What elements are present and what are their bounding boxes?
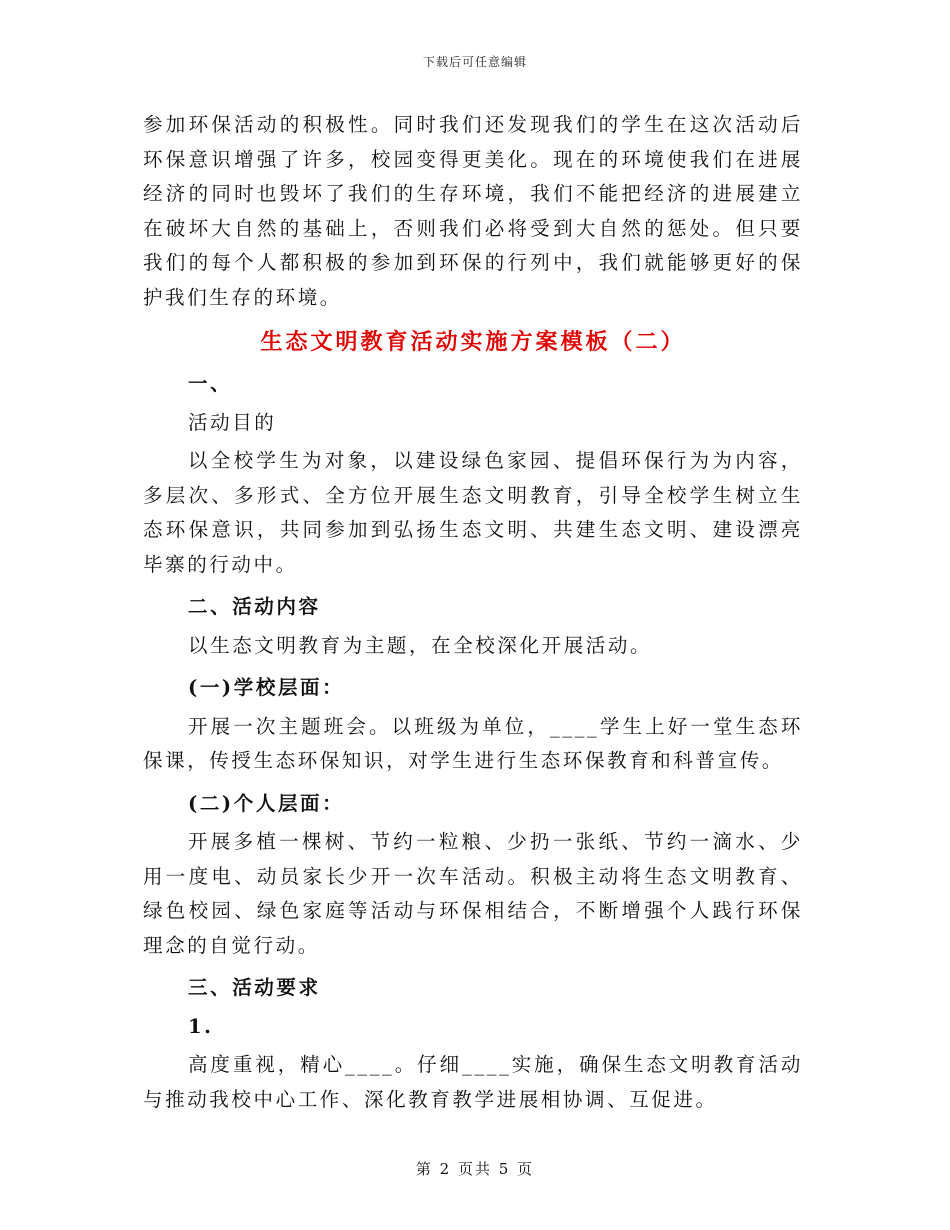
section2-sub1-body: 开展一次主题班会。以班级为单位，____学生上好一堂生态环保课，传授生态环保知识，对学生进行生态环保教育和科普宣传。: [143, 714, 803, 772]
page-header: 下载后可任意编辑: [422, 55, 527, 69]
document-title: 生态文明教育活动实施方案模板（二）: [260, 330, 686, 355]
section1-heading: 活动目的: [188, 410, 277, 434]
section3-item1-number: 1.: [188, 1014, 214, 1038]
section2-intro: 以生态文明教育为主题，在全校深化开展活动。: [188, 633, 653, 657]
section1-number: 一、: [188, 372, 233, 395]
section2-heading: 二、活动内容: [188, 595, 321, 618]
section1-body: 以全校学生为对象，以建设绿色家园、提倡环保行为为内容，多层次、多形式、全方位开展生态文明教育，引导全校学生树立生态环保意识，共同参加到弘扬生态文明、共建生态文明、建设漂亮毕寨的行动中。: [143, 449, 803, 576]
section2-sub2-body: 开展多植一棵树、节约一粒粮、少扔一张纸、节约一滴水、少用一度电、动员家长少开一次车活动。积极主动将生态文明教育、绿色校园、绿色家庭等活动与环保相结合，不断增强个人践行环保理念的自觉行动。: [143, 830, 803, 957]
continuation-paragraph: 参加环保活动的积极性。同时我们还发现我们的学生在这次活动后环保意识增强了许多，校园变得更美化。现在的环境使我们在进展经济的同时也毁坏了我们的生存环境，我们不能把经济的进展建立在破坏大自然的基础上，否则我们必将受到大自然的惩处。但只要我们的每个人都积极的参加到环保的行列中，我们就能够更好的保护我们生存的环境。: [143, 113, 803, 309]
section2-sub1-heading: (一)学校层面：: [188, 676, 345, 699]
section3-item1-body: 高度重视，精心____。仔细____实施，确保生态文明教育活动与推动我校中心工作、深化教育教学进展相协调、互促进。: [143, 1053, 803, 1111]
section3-heading: 三、活动要求: [188, 976, 321, 999]
document-body: [143, 108, 803, 1117]
page-footer: 第 2 页共 5 页: [415, 1160, 535, 1178]
section2-sub2-heading: (二)个人层面：: [188, 791, 345, 815]
